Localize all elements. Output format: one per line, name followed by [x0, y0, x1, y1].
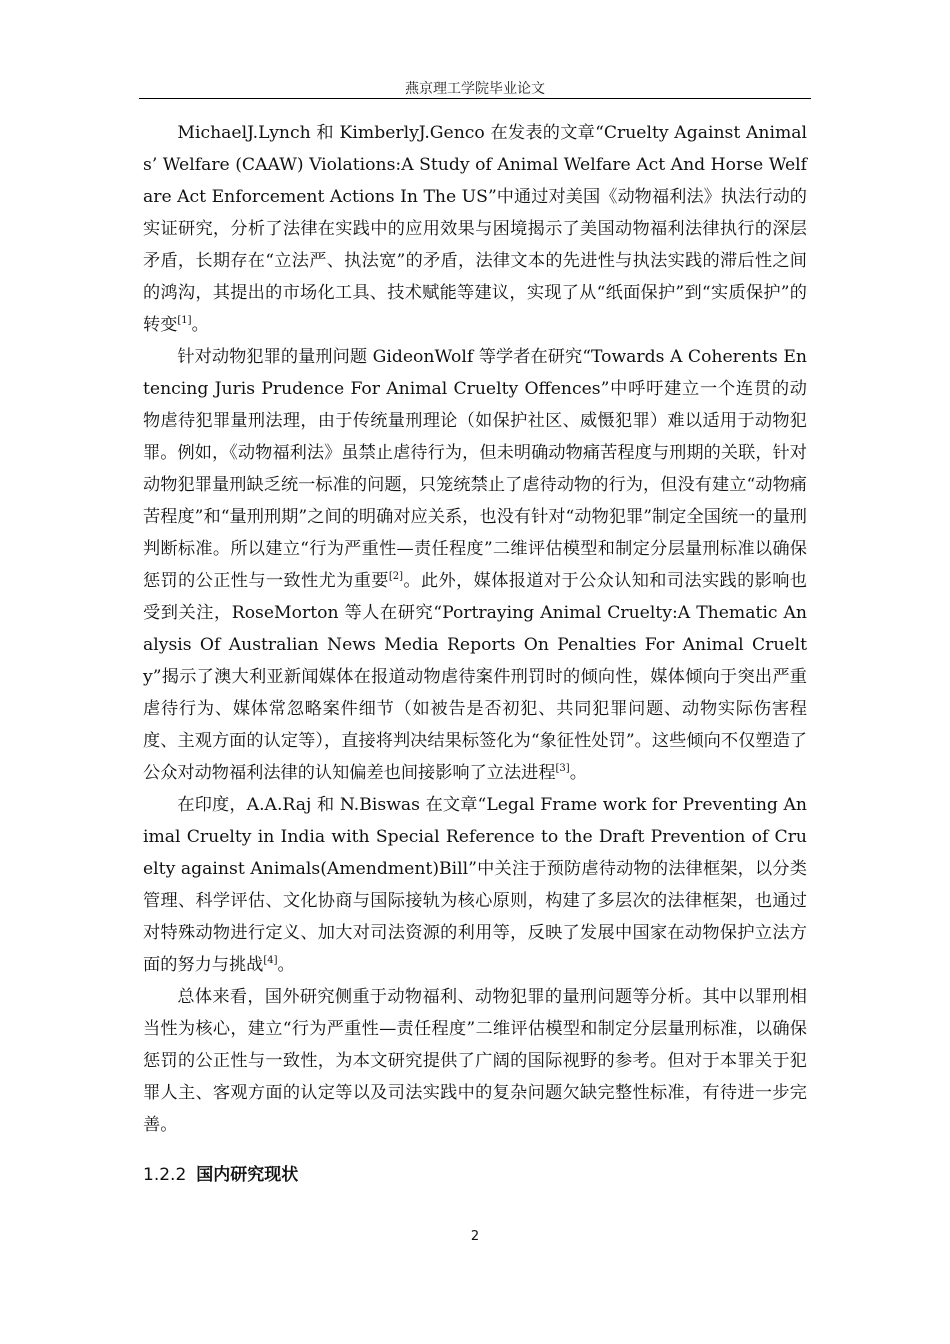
- page-number: 2: [470, 1229, 480, 1244]
- paragraph-tail: 。: [569, 763, 587, 783]
- paragraph-india: [143, 789, 807, 981]
- paragraph-tail: 。: [277, 955, 295, 975]
- citation-ref: [2]: [388, 571, 404, 582]
- paragraph-tail: 。: [191, 315, 209, 335]
- paragraph-text-continued: 。此外，媒体报道对于公众认知和司法实践的影响也受到关注，RoseMorton 等人在研究“Portraying Animal Cruelty:A Thematic Analysis Of Australian News Media Reports On Penalties For Animal Cruelty”揭示了澳大利亚新闻媒体在报道动物虐待案件刑罚时的倾向性，媒体倾向于突出严重虐待行为、媒体常忽略案件细节（如被告是否初犯、共同犯罪问题、动物实际伤害程度、主观方面的认定等），直接将判决结果标签化为“象征性处罚”。这些倾向不仅塑造了公众对动物福利法律的认知偏差也间接影响了立法进程: [143, 571, 807, 783]
- paragraph-lynch-genco: [143, 117, 807, 341]
- citation-ref: [1]: [177, 315, 192, 326]
- header-rule: [139, 98, 811, 99]
- citation-ref: [4]: [263, 955, 278, 966]
- section-title: 国内研究现状: [196, 1165, 299, 1185]
- paragraph-wolf-morton: [143, 341, 807, 789]
- section-number: 1.2.2: [143, 1165, 187, 1185]
- paragraph-text: MichaelJ.Lynch 和 KimberlyJ.Genco 在发表的文章“Cruelty Against Animals’ Welfare (CAAW) Violations:A Study of Animal Welfare Act And Horse Welfare Act Enforcement Actions In The US”中通过对美国《动物福利法》执法行动的实证研究，分析了法律在实践中的应用效果与困境揭示了美国动物福利法律执行的深层矛盾，长期存在“立法严、执法宽”的矛盾，法律文本的先进性与执法实践的滞后性之间的鸿沟，其提出的市场化工具、技术赋能等建议，实现了从“纸面保护”到“实质保护”的转变: [143, 123, 807, 335]
- paragraph-text: 针对动物犯罪的量刑问题 GideonWolf 等学者在研究“Towards A Coherents Entencing Juris Prudence For Animal Cruelty Offences”中呼吁建立一个连贯的动物虐待犯罪量刑法理，由于传统量刑理论（如保护社区、威慑犯罪）难以适用于动物犯罪。例如，《动物福利法》虽禁止虐待行为，但未明确动物痛苦程度与刑期的关联，针对动物犯罪量刑缺乏统一标准的问题，只笼统禁止了虐待动物的行为，但没有建立“动物痛苦程度”和“量刑刑期”之间的明确对应关系，也没有针对“动物犯罪”制定全国统一的量刑判断标准。所以建立“行为严重性—责任程度”二维评估模型和制定分层量刑标准以确保惩罚的公正性与一致性尤为重要: [143, 347, 807, 591]
- running-header: 燕京理工学院毕业论文: [405, 81, 545, 97]
- paragraph-text: 总体来看，国外研究侧重于动物福利、动物犯罪的量刑问题等分析。其中以罪刑相当性为核心，建立“行为严重性—责任程度”二维评估模型和制定分层量刑标准，以确保惩罚的公正性与一致性，为本文研究提供了广阔的国际视野的参考。但对于本罪关于犯罪人主、客观方面的认定等以及司法实践中的复杂问题欠缺完整性标准，有待进一步完善。: [143, 987, 807, 1135]
- paragraph-summary: [143, 981, 807, 1141]
- body-text: [143, 117, 807, 1191]
- paragraph-text: 在印度，A.A.Raj 和 N.Biswas 在文章“Legal Frame work for Preventing Animal Cruelty in India with Special Reference to the Draft Prevention of Cruelty against Animals(Amendment)Bill”中关注于预防虐待动物的法律框架，以分类管理、科学评估、文化协商与国际接轨为核心原则，构建了多层次的法律框架，也通过对特殊动物进行定义、加大对司法资源的利用等，反映了发展中国家在动物保护立法方面的努力与挑战: [143, 795, 807, 975]
- citation-ref: [3]: [555, 763, 570, 774]
- section-heading: [143, 1159, 807, 1191]
